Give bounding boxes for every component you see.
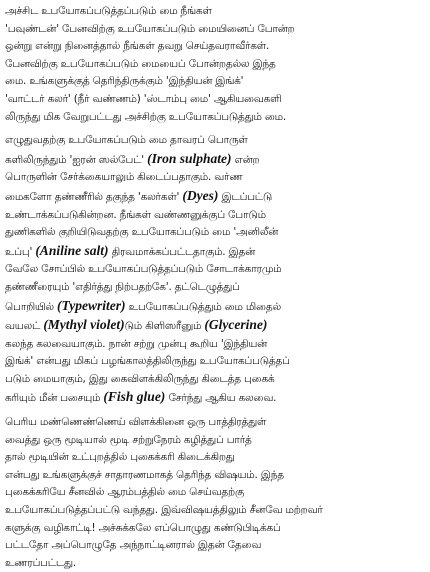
text-line: துணிகளில் குறியிடுவதற்கு உபயோகப்படும் மை 'அனிலீன் xyxy=(5,226,279,239)
text-line: பெரிய மண்ணெண்ணெய் விளக்கினை ஒரு பாத்திரத்துள் xyxy=(5,416,267,429)
text-line: மை. உங்களுக்குத் தெரிந்திருக்கும் 'இந்தியன் இங்க்' xyxy=(5,75,244,88)
text-line: மைகளோ தண்ணீரில் தகுந்த 'கலர்கள்' (Dyes) இடப்பட்டு xyxy=(5,187,273,203)
english-term: (Fish glue) xyxy=(103,389,166,405)
text-line: உண்டாக்கப்படுகின்றன. நீங்கள் வண்ணனுக்குப் போடும் xyxy=(5,208,266,221)
english-term: (Glycerine) xyxy=(204,317,268,333)
text-line: தால் மூடியின் உட்புறத்தில் புகைக்கரி கிடைக்கிறது xyxy=(5,451,235,464)
text-line: களுக்கு வழிகாட்டி! அச்சுக்கலே எப்பொழுது கண்டுபிடிக்கப் xyxy=(5,521,281,534)
text-line: 'பவுண்டன்' பேனவிற்கு உபயோகப்படும் மையினைப் போன்ற xyxy=(5,22,295,35)
text-line: எழுதுவதற்கு உபயோகப்படும் மை தாவரப் பொருள் xyxy=(5,134,248,147)
text-line: உப்பு' (Aniline salt) திரவமாக்கப்பட்டதாகும். இதன் xyxy=(5,242,256,258)
text-line: உபயோகப்படுத்தப்பட்டு வந்தது. இவ்விஷயத்திலும் சீனவே மற்றவர் xyxy=(5,504,323,517)
paragraph-printing-ink xyxy=(5,3,425,126)
text-line: களிலிருந்தும் 'ஐரன் ஸல்பேட்' (Iron sulphate) என்ற xyxy=(5,150,260,166)
text-line: வைத்து ஒரு மூடியால் மூடி சற்றுநேரம் கழித்துப் பார்த் xyxy=(5,433,252,446)
text-line: 'வாட்டர் கலர்' (நீர் வண்ணம்) 'ஸ்டாம்பு மை' ஆகியவைகளி xyxy=(5,92,282,105)
text-line: கரியும் மீன் பசையும் (Fish glue) சேர்ந்து ஆகிய கலவை. xyxy=(5,389,277,405)
paragraph-ink-types xyxy=(5,132,425,408)
text-line: வயலட் (Mythyl violet)டும் கிளிஸரீனும் (Glycerine) xyxy=(5,317,268,333)
text-line: படும் மையாகும், இது கைவிளக்கிலிருந்து கிடைத்த புகைக் xyxy=(5,372,275,385)
text-line: இங்க்' என்பது மிகப் பழங்காலத்திலிருந்து உபயோகப்படுத்தப் xyxy=(5,355,290,368)
paragraph-lamp-black xyxy=(5,414,425,572)
text-line: உணரப்பட்டது. xyxy=(5,556,76,569)
english-term: (Mythyl violet) xyxy=(43,317,125,333)
text-line: அச்சிட உபயோகப்படுத்தப்படும் மை நீங்கள் xyxy=(5,5,212,17)
text-line: என்பது உங்களுக்குச் சாதாரணமாகத் தெரிந்த விஷயம். இந்த xyxy=(5,468,284,481)
text-line: பேனவிற்கு உபயோகப்படும் மையைப் போன்றதல்ல இந்த xyxy=(5,57,276,70)
text-line: புகைக்கரியே சீனவில் ஆரம்பத்தில் மை செய்வதற்கு xyxy=(5,486,244,499)
english-term: (Dyes) xyxy=(182,187,219,203)
text-line: பொறியில் (Typewriter) உபயோகப்படுத்தும் மை மிதைல் xyxy=(5,297,281,313)
text-line: வேலே சோப்பில் உபயோகப்படுத்தப்படும் சோடாக்காரமும் xyxy=(5,263,282,276)
english-term: (Aniline salt) xyxy=(35,242,109,258)
text-line: ஒன்று என்று நினைத்தால் நீங்கள் தவறு செய்தவராவீர்கள். xyxy=(5,40,270,53)
text-line: கலந்த கலவையாகும். நான் சற்று முன்பு கூறிய 'இந்தியன் xyxy=(5,337,268,350)
text-line: பொருளின் சேர்க்கையாலும் கிடைப்பதாகும். வர்ண xyxy=(5,171,243,184)
text-line: பட்டதோ அப்பொழுதே அந்நாட்டினரால் இதன் தேவை xyxy=(5,539,262,552)
text-line: தண்ணீரையும் 'எதிர்த்து நிற்பதற்கே'. தட்டெழுத்துப் xyxy=(5,280,240,293)
english-term: (Iron sulphate) xyxy=(147,150,232,166)
text-line: லிருந்து மிக வேறுபட்டது அச்சிற்கு உபயோகப்படுத்தும் மை. xyxy=(5,110,287,123)
english-term: (Typewriter) xyxy=(57,297,126,313)
